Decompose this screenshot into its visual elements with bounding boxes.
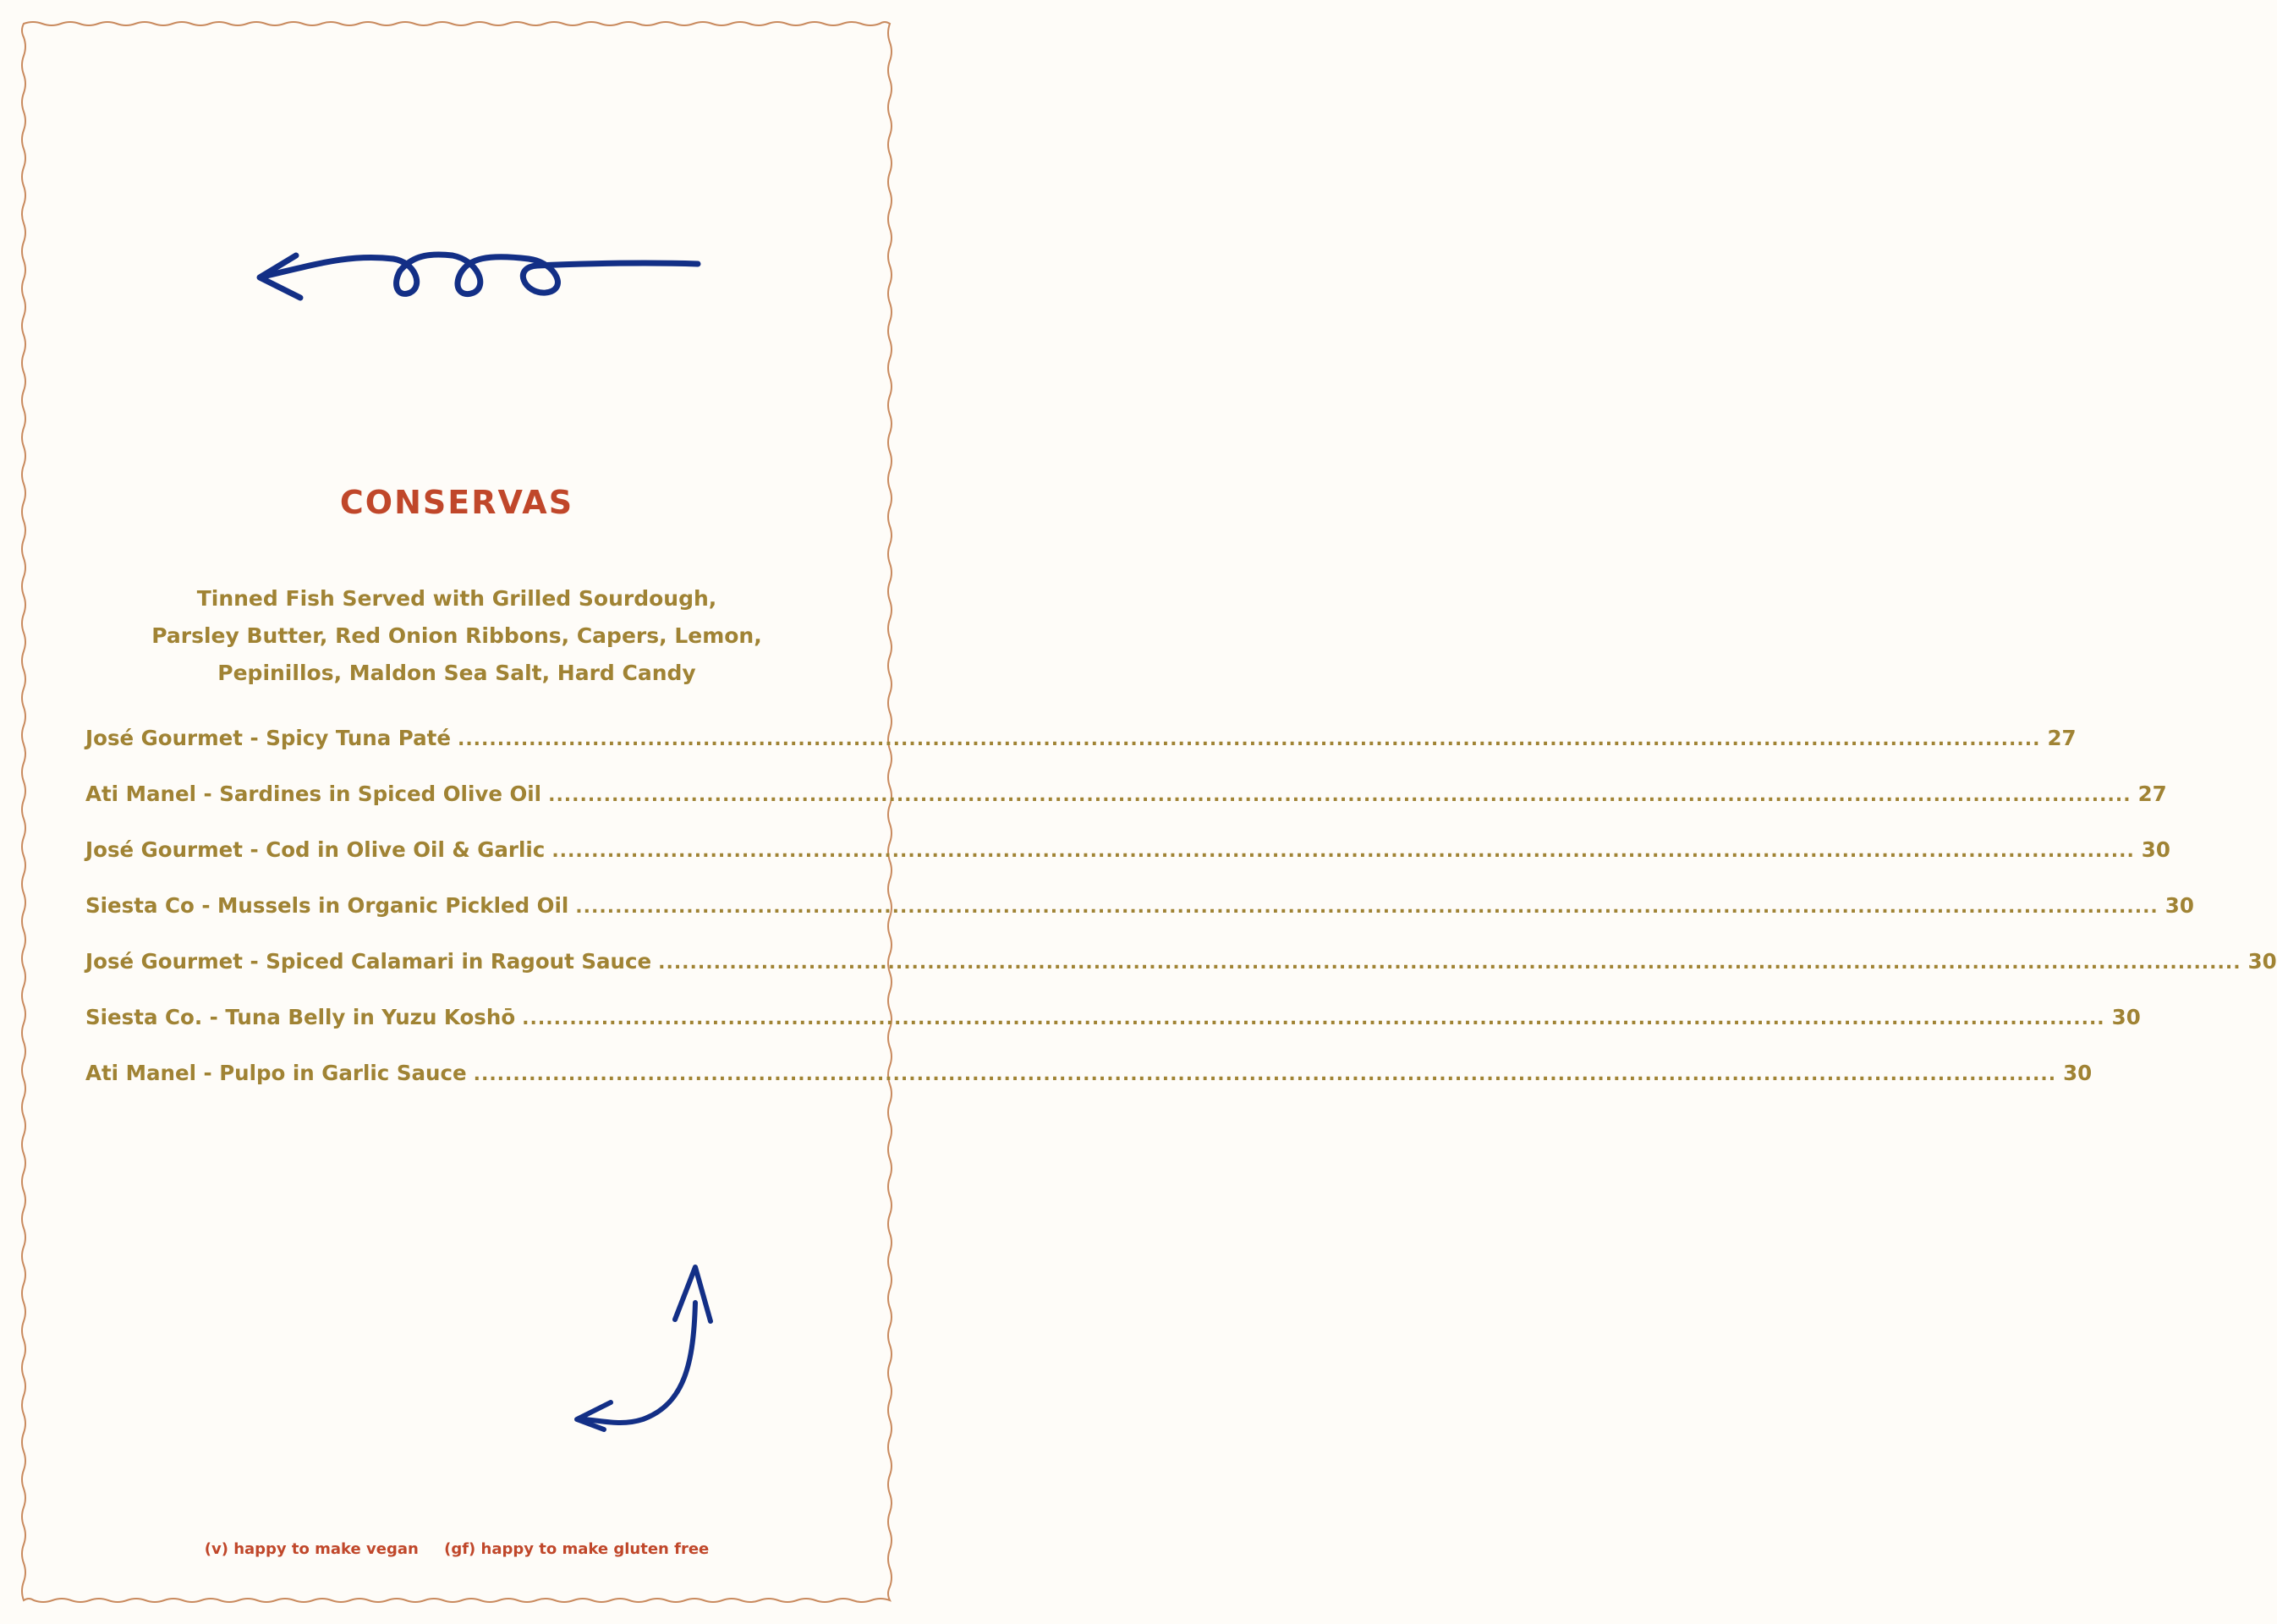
- item-price: 30: [2063, 1061, 2093, 1085]
- dot-leader: ........................................................................................................................................................................................................: [551, 841, 2135, 862]
- item-name: José Gourmet - Cod in Olive Oil & Garlic: [85, 837, 546, 862]
- item-name: Siesta Co - Mussels in Organic Pickled Oil: [85, 893, 569, 918]
- description-line: Parsley Butter, Red Onion Ribbons, Capers, Lemon,: [151, 623, 762, 648]
- dot-leader: ........................................................................................................................................................................................................: [575, 897, 2159, 918]
- vegan-note: (v) happy to make vegan: [204, 1540, 419, 1558]
- menu-list: [85, 726, 2277, 1116]
- menu-item: [85, 726, 2077, 782]
- menu-item: [85, 1061, 2093, 1116]
- dot-leader: ........................................................................................................................................................................................................: [522, 1008, 2105, 1029]
- loopy-arrow-left-icon: [250, 237, 706, 321]
- item-name: Siesta Co. - Tuna Belly in Yuzu Koshō: [85, 1005, 516, 1029]
- menu-item: [85, 837, 2170, 893]
- dot-leader: ........................................................................................................................................................................................................: [457, 729, 2041, 750]
- gluten-free-note: (gf) happy to make gluten free: [444, 1540, 710, 1558]
- menu-item: [85, 782, 2167, 837]
- item-price: 30: [2247, 949, 2277, 974]
- curved-arrow-up-icon: [567, 1260, 727, 1438]
- item-price: 30: [2111, 1005, 2141, 1029]
- menu-title: CONSERVAS: [339, 484, 574, 521]
- item-name: Ati Manel - Pulpo in Garlic Sauce: [85, 1061, 467, 1085]
- item-price: 30: [2165, 893, 2194, 918]
- menu-item: [85, 949, 2277, 1005]
- dot-leader: ........................................................................................................................................................................................................: [473, 1064, 2057, 1085]
- dot-leader: ........................................................................................................................................................................................................: [658, 952, 2241, 974]
- description-line: Pepinillos, Maldon Sea Salt, Hard Candy: [217, 661, 696, 685]
- menu-item: [85, 1005, 2141, 1061]
- item-price: 27: [2137, 782, 2167, 806]
- item-name: José Gourmet - Spicy Tuna Paté: [85, 726, 451, 750]
- item-price: 27: [2047, 726, 2077, 750]
- menu-description: [0, 580, 914, 692]
- item-name: José Gourmet - Spiced Calamari in Ragout Sauce: [85, 949, 652, 974]
- description-line: Tinned Fish Served with Grilled Sourdough,: [196, 586, 717, 611]
- dietary-notes: [0, 1540, 914, 1558]
- item-price: 30: [2141, 837, 2170, 862]
- menu-item: [85, 893, 2194, 949]
- item-name: Ati Manel - Sardines in Spiced Olive Oil: [85, 782, 542, 806]
- dot-leader: ........................................................................................................................................................................................................: [548, 785, 2132, 806]
